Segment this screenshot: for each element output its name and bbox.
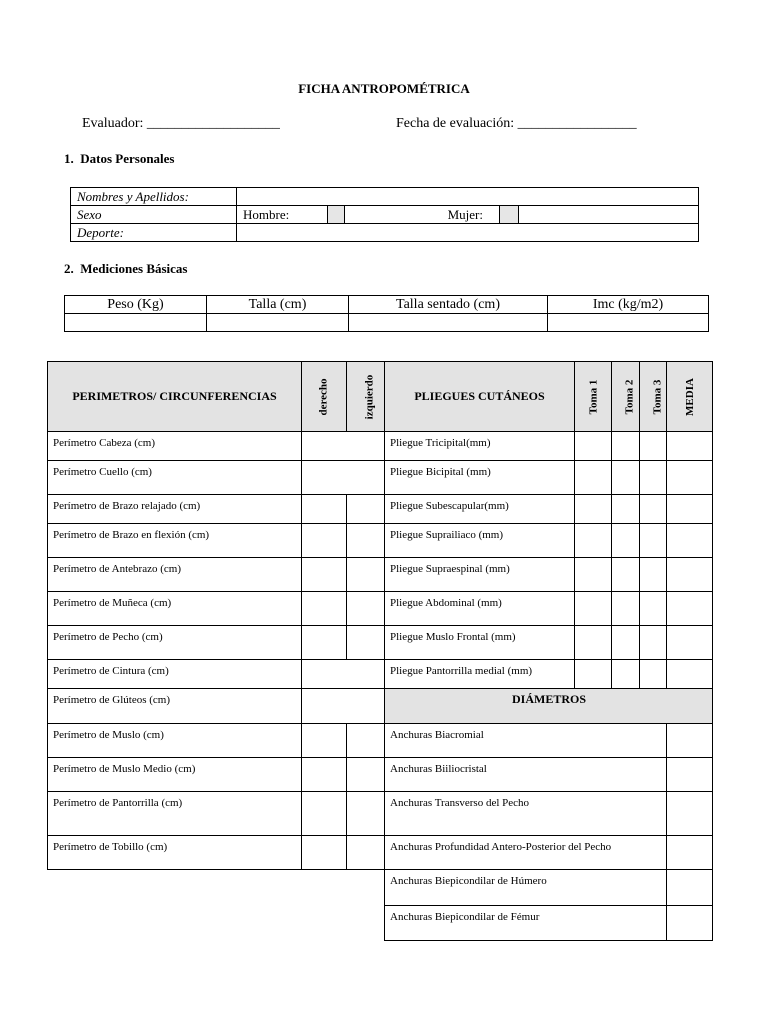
skinfolds-header: PLIEGUES CUTÁNEOS — [385, 362, 575, 432]
left-header-text: izquierdo — [363, 374, 376, 419]
perimeter-right-field[interactable] — [302, 660, 347, 689]
perimeter-right-field[interactable] — [302, 592, 347, 626]
section-title: Datos Personales — [80, 151, 175, 166]
perimeter-label: Perímetro de Brazo relajado (cm) — [48, 495, 302, 524]
male-label: Hombre: — [237, 206, 328, 224]
skinfold-label: Pliegue Subescapular(mm) — [385, 495, 575, 524]
weight-header: Peso (Kg) — [65, 296, 207, 314]
male-checkbox[interactable] — [328, 206, 345, 224]
perimeter-label: Perímetro de Muñeca (cm) — [48, 592, 302, 626]
sport-label: Deporte: — [71, 224, 237, 242]
female-label: Mujer: — [345, 206, 500, 224]
perimeter-right-field[interactable] — [302, 495, 347, 524]
perimeter-left-field[interactable] — [347, 792, 385, 836]
diameter-label: Anchuras Biepicondilar de Fémur — [385, 906, 667, 941]
take-2-header — [612, 362, 640, 432]
table-row — [71, 224, 699, 242]
take-3-field[interactable] — [640, 524, 667, 558]
take-3-field[interactable] — [640, 495, 667, 524]
table-row — [48, 626, 713, 660]
table-row — [48, 432, 713, 461]
sitting-height-header: Talla sentado (cm) — [349, 296, 548, 314]
perimeter-label: Perímetro de Brazo en flexión (cm) — [48, 524, 302, 558]
table-header-row — [48, 362, 713, 432]
take-1-field[interactable] — [575, 558, 612, 592]
perimeter-left-field[interactable] — [347, 758, 385, 792]
take-2-field[interactable] — [612, 461, 640, 495]
take-1-text: Toma 1 — [587, 379, 599, 414]
diameter-field[interactable] — [667, 724, 713, 758]
take-1-field[interactable] — [575, 660, 612, 689]
perimeter-left-field[interactable] — [347, 461, 385, 495]
mean-field[interactable] — [667, 660, 713, 689]
height-field[interactable] — [207, 314, 349, 332]
female-checkbox[interactable] — [500, 206, 519, 224]
mean-field[interactable] — [667, 626, 713, 660]
diameter-field[interactable] — [667, 906, 713, 941]
bmi-header: Imc (kg/m2) — [548, 296, 709, 314]
perimeter-label: Perímetro de Cintura (cm) — [48, 660, 302, 689]
blank-area — [48, 870, 385, 906]
take-1-field[interactable] — [575, 461, 612, 495]
weight-field[interactable] — [65, 314, 207, 332]
take-1-header — [575, 362, 612, 432]
take-1-field[interactable] — [575, 432, 612, 461]
take-3-field[interactable] — [640, 660, 667, 689]
blank-area — [48, 906, 385, 941]
perimeter-right-field[interactable] — [302, 432, 347, 461]
perimeter-label: Perímetro de Pantorrilla (cm) — [48, 792, 302, 836]
skinfold-label: Pliegue Suprailiaco (mm) — [385, 524, 575, 558]
diameter-label: Anchuras Transverso del Pecho — [385, 792, 667, 836]
take-1-field[interactable] — [575, 524, 612, 558]
skinfold-label: Pliegue Pantorrilla medial (mm) — [385, 660, 575, 689]
names-label: Nombres y Apellidos: — [71, 188, 237, 206]
perimeter-label: Perímetro de Antebrazo (cm) — [48, 558, 302, 592]
bmi-field[interactable] — [548, 314, 709, 332]
perimeter-label: Perímetro de Pecho (cm) — [48, 626, 302, 660]
sex-label: Sexo — [71, 206, 237, 224]
take-3-field[interactable] — [640, 558, 667, 592]
evaluation-date-line: Fecha de evaluación: _________________ — [396, 116, 637, 131]
perimeter-label: Perímetro de Muslo (cm) — [48, 724, 302, 758]
names-field[interactable] — [237, 188, 699, 206]
right-header — [302, 362, 347, 432]
take-2-field[interactable] — [612, 592, 640, 626]
perimeter-right-field[interactable] — [302, 836, 347, 870]
take-3-field[interactable] — [640, 432, 667, 461]
take-1-field[interactable] — [575, 592, 612, 626]
table-row — [48, 660, 713, 689]
diameter-label: Anchuras Biepicondilar de Húmero — [385, 870, 667, 906]
perimeter-left-field[interactable] — [347, 689, 385, 724]
evaluator-line: Evaluador: ___________________ — [82, 116, 280, 131]
perimeter-left-field[interactable] — [347, 724, 385, 758]
table-header-row — [65, 296, 709, 314]
skinfold-label: Pliegue Muslo Frontal (mm) — [385, 626, 575, 660]
perimeter-right-field[interactable] — [302, 792, 347, 836]
table-row — [48, 836, 713, 870]
table-row — [48, 758, 713, 792]
take-3-header — [640, 362, 667, 432]
skinfold-label: Pliegue Tricipital(mm) — [385, 432, 575, 461]
measurements-table — [47, 361, 713, 941]
take-3-field[interactable] — [640, 461, 667, 495]
perimeter-right-field[interactable] — [302, 524, 347, 558]
table-row — [71, 206, 699, 224]
perimeter-right-field[interactable] — [302, 558, 347, 592]
take-2-field[interactable] — [612, 524, 640, 558]
perimeter-right-field[interactable] — [302, 689, 347, 724]
mean-field[interactable] — [667, 432, 713, 461]
perimeter-left-field[interactable] — [347, 524, 385, 558]
sport-field[interactable] — [237, 224, 699, 242]
diameter-label: Anchuras Biacromial — [385, 724, 667, 758]
perimeter-left-field[interactable] — [347, 558, 385, 592]
skinfold-label: Pliegue Supraespinal (mm) — [385, 558, 575, 592]
table-row — [71, 188, 699, 206]
table-row — [48, 592, 713, 626]
perimeter-left-field[interactable] — [347, 660, 385, 689]
perimeter-label: Perímetro de Muslo Medio (cm) — [48, 758, 302, 792]
take-2-field[interactable] — [612, 558, 640, 592]
perimeter-left-field[interactable] — [347, 626, 385, 660]
perimeter-label: Perímetro Cuello (cm) — [48, 461, 302, 495]
mean-field[interactable] — [667, 558, 713, 592]
take-2-field[interactable] — [612, 660, 640, 689]
perimeter-left-field[interactable] — [347, 432, 385, 461]
right-header-text: derecho — [317, 377, 330, 416]
mean-text: MEDIA — [683, 377, 696, 416]
perimeter-left-field[interactable] — [347, 592, 385, 626]
table-row — [65, 314, 709, 332]
diameter-label: Anchuras Profundidad Antero-Posterior del Pecho — [385, 836, 667, 870]
perimeter-right-field[interactable] — [302, 758, 347, 792]
take-2-field[interactable] — [612, 432, 640, 461]
perimeter-left-field[interactable] — [347, 836, 385, 870]
section-title: Mediciones Básicas — [80, 261, 188, 276]
take-2-text: Toma 2 — [623, 379, 636, 414]
sex-extra-field[interactable] — [519, 206, 699, 224]
diameters-header: DIÁMETROS — [385, 689, 713, 724]
mean-field[interactable] — [667, 592, 713, 626]
mean-header — [667, 362, 713, 432]
mean-field[interactable] — [667, 461, 713, 495]
table-row — [48, 524, 713, 558]
perimeter-label: Perímetro de Tobillo (cm) — [48, 836, 302, 870]
diameter-label: Anchuras Biiliocristal — [385, 758, 667, 792]
table-row — [48, 792, 713, 836]
sitting-height-field[interactable] — [349, 314, 548, 332]
perimeter-label: Perímetro Cabeza (cm) — [48, 432, 302, 461]
diameter-field[interactable] — [667, 836, 713, 870]
table-row — [48, 495, 713, 524]
left-header — [347, 362, 385, 432]
table-row — [48, 724, 713, 758]
take-3-field[interactable] — [640, 592, 667, 626]
perimeter-right-field[interactable] — [302, 626, 347, 660]
mean-field[interactable] — [667, 524, 713, 558]
diameter-field[interactable] — [667, 792, 713, 836]
table-row — [48, 689, 713, 724]
table-row — [48, 906, 713, 941]
section-2-heading — [64, 261, 188, 277]
perimeter-left-field[interactable] — [347, 495, 385, 524]
table-row — [48, 558, 713, 592]
table-row — [48, 461, 713, 495]
basic-measurements-table — [64, 295, 709, 332]
perimeters-header: PERIMETROS/ CIRCUNFERENCIAS — [48, 362, 302, 432]
skinfold-label: Pliegue Bicipital (mm) — [385, 461, 575, 495]
section-number: 2. — [64, 261, 74, 276]
diameter-field[interactable] — [667, 870, 713, 906]
diameter-field[interactable] — [667, 758, 713, 792]
take-3-field[interactable] — [640, 626, 667, 660]
section-1-heading — [64, 151, 175, 167]
section-number: 1. — [64, 151, 74, 166]
take-1-field[interactable] — [575, 626, 612, 660]
table-row — [48, 870, 713, 906]
take-3-text: Toma 3 — [651, 379, 664, 414]
take-1-field[interactable] — [575, 495, 612, 524]
take-2-field[interactable] — [612, 495, 640, 524]
perimeter-label: Perímetro de Glúteos (cm) — [48, 689, 302, 724]
perimeter-right-field[interactable] — [302, 724, 347, 758]
perimeter-right-field[interactable] — [302, 461, 347, 495]
skinfold-label: Pliegue Abdominal (mm) — [385, 592, 575, 626]
take-2-field[interactable] — [612, 626, 640, 660]
height-header: Talla (cm) — [207, 296, 349, 314]
personal-data-table — [70, 187, 699, 242]
page-title: FICHA ANTROPOMÉTRICA — [298, 81, 470, 96]
mean-field[interactable] — [667, 495, 713, 524]
